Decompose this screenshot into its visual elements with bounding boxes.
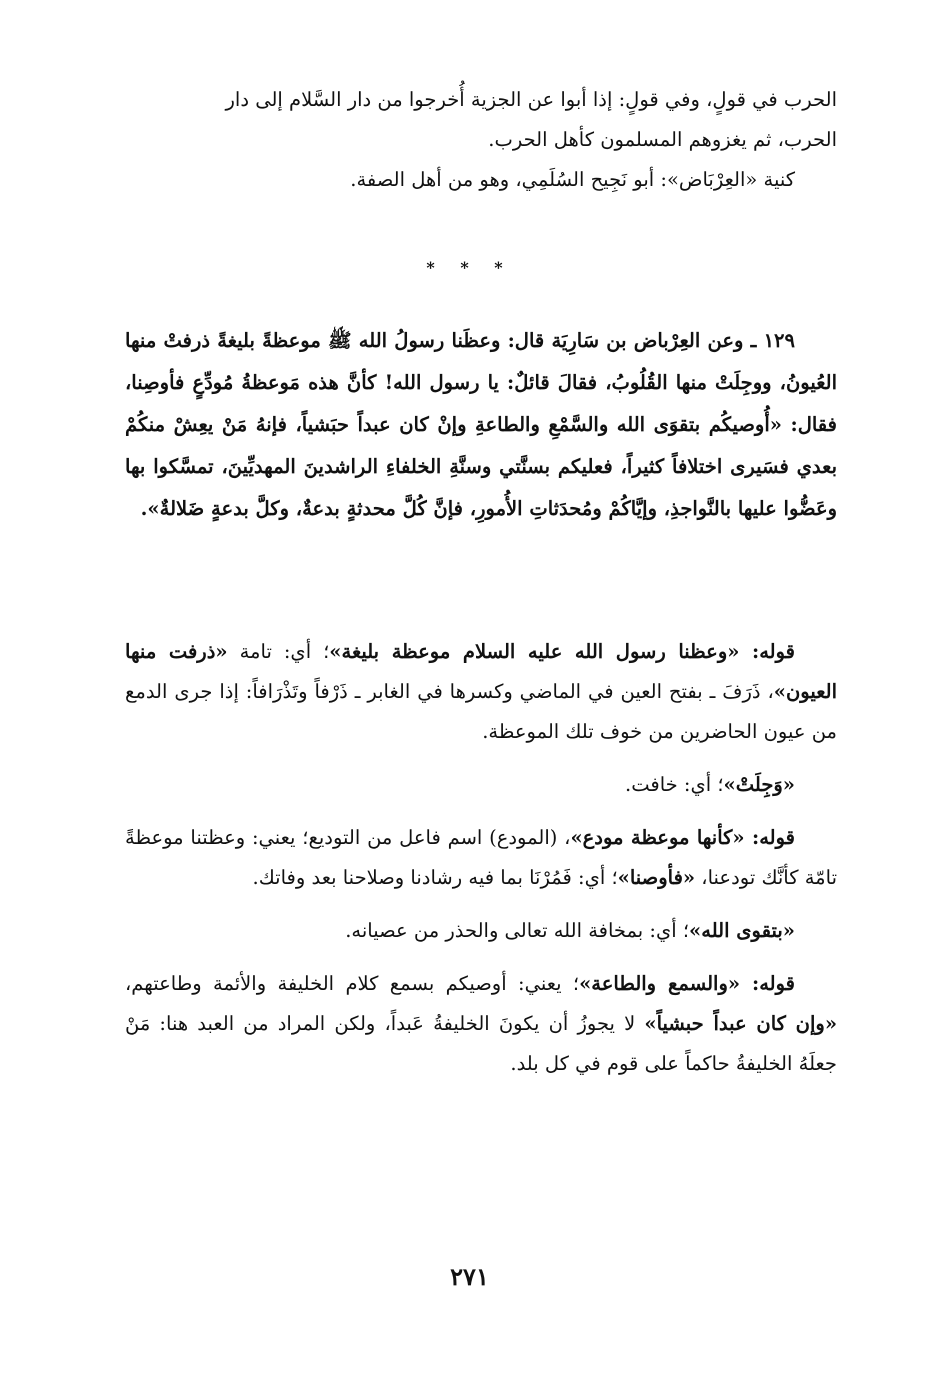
commentary-quote: «وعظنا رسول الله عليه السلام موعظة بليغة» [329, 640, 740, 663]
commentary-paragraph [125, 632, 837, 752]
commentary-text: لا يجوزُ أن يكونَ الخليفةُ عَبداً، ولكن المراد من العبد هنا: مَنْ جعلَهُ الخليفةُ حاكماً على قوم في كل بلد. [125, 1012, 837, 1075]
commentary-paragraph [125, 818, 837, 898]
commentary-lead: قوله: [739, 640, 795, 663]
commentary-text: ؛ يعني: أوصيكم بسمع كلام الخليفة والأئمة وطاعتهم، [125, 972, 580, 995]
commentary-quote: «فأوصنا» [617, 866, 696, 889]
commentary-quote: «والسمع والطاعة» [579, 972, 741, 995]
commentary-lead: قوله: [740, 972, 795, 995]
commentary-quote: «كأنها موعظة مودع» [570, 826, 745, 849]
hadith-text [125, 320, 837, 530]
commentary-text: ؛ أي: بمخافة الله تعالى والحذر من عصيانه. [345, 919, 690, 942]
commentary-paragraph [125, 964, 837, 1084]
page-number: ٢٧١ [450, 1262, 489, 1291]
intro-line: الحرب في قولٍ، وفي قولٍ: إذا أبوا عن الجزية أُخرجوا من دار السَّلام إلى دار [225, 88, 837, 111]
commentary-paragraph [125, 911, 837, 951]
commentary-text: ؛ أي: تامة [227, 640, 330, 663]
commentary-text: ، ذَرَفَ ـ بفتح العين في الماضي وكسرها في الغابر ـ ذَرْفاً وتَذْرَافاً: إذا جرى الدمع من عيون الحاضرين من خوف تلك الموعظة. [125, 680, 837, 743]
intro-section [125, 80, 837, 200]
section-separator: * * * [426, 258, 513, 277]
intro-line: الحرب، ثم يغزوهم المسلمون كأهل الحرب. [488, 128, 837, 151]
commentary-quote: «ذرفت منها العيون» [125, 640, 837, 703]
kunya-note: كنية «العِرْبَاض»: أبو نَجِيح السُلَمِي، وهو من أهل الصفة. [350, 168, 795, 191]
commentary-paragraph [125, 765, 837, 805]
commentary-quote: «وَجِلَتْ» [723, 773, 795, 796]
commentary-text: ؛ أي: خافت. [625, 773, 724, 796]
commentary-section [125, 632, 837, 1084]
commentary-quote: «وإن كان عبداً حبشياً» [644, 1012, 838, 1035]
commentary-lead: قوله: [744, 826, 795, 849]
hadith-paragraph: ١٢٩ ـ وعن العِرْباض بن سَارِيَة قال: وعظَنا رسولُ الله ﷺ موعظةً بليغةً ذرفتْ منها العُيونُ، ووجِلَتْ منها القُلُوبُ، فقالَ قائلٌ: يا رسول الله! كأنَّ هذه مَوعظةُ مُودِّعٍ فأوصِنا، فقال: «أُوصيكُم بتقوَى الله والسَّمْعِ والطاعةِ وإنْ كان عبداً حبَشياً، فإنهُ مَنْ يعِشْ منكُمْ بعدي فسَيرى اختلافاً كثيراً، فعليكم بسنَّتي وسنَّةِ الخلفاءِ الراشدينَ المهديِّينَ، تمسَّكوا بها وعَضُّوا عليها بالنَّواجذِ، وإيَّاكُمْ ومُحدَثاتِ الأُمورِ، فإنَّ كُلَّ محدثةٍ بدعةٌ، وكلَّ بدعةٍ ضَلالةٌ». [125, 329, 837, 520]
commentary-quote: «بتقوى الله» [689, 919, 795, 942]
commentary-text: ، (المودع) اسم فاعل من التوديع؛ يعني: وعظتنا موعظةً تامّة كأنَّك تودعنا، [125, 826, 837, 889]
commentary-text: ؛ أي: فَمُرْنَا بما فيه رشادنا وصلاحنا بعد وفاتك. [252, 866, 618, 889]
